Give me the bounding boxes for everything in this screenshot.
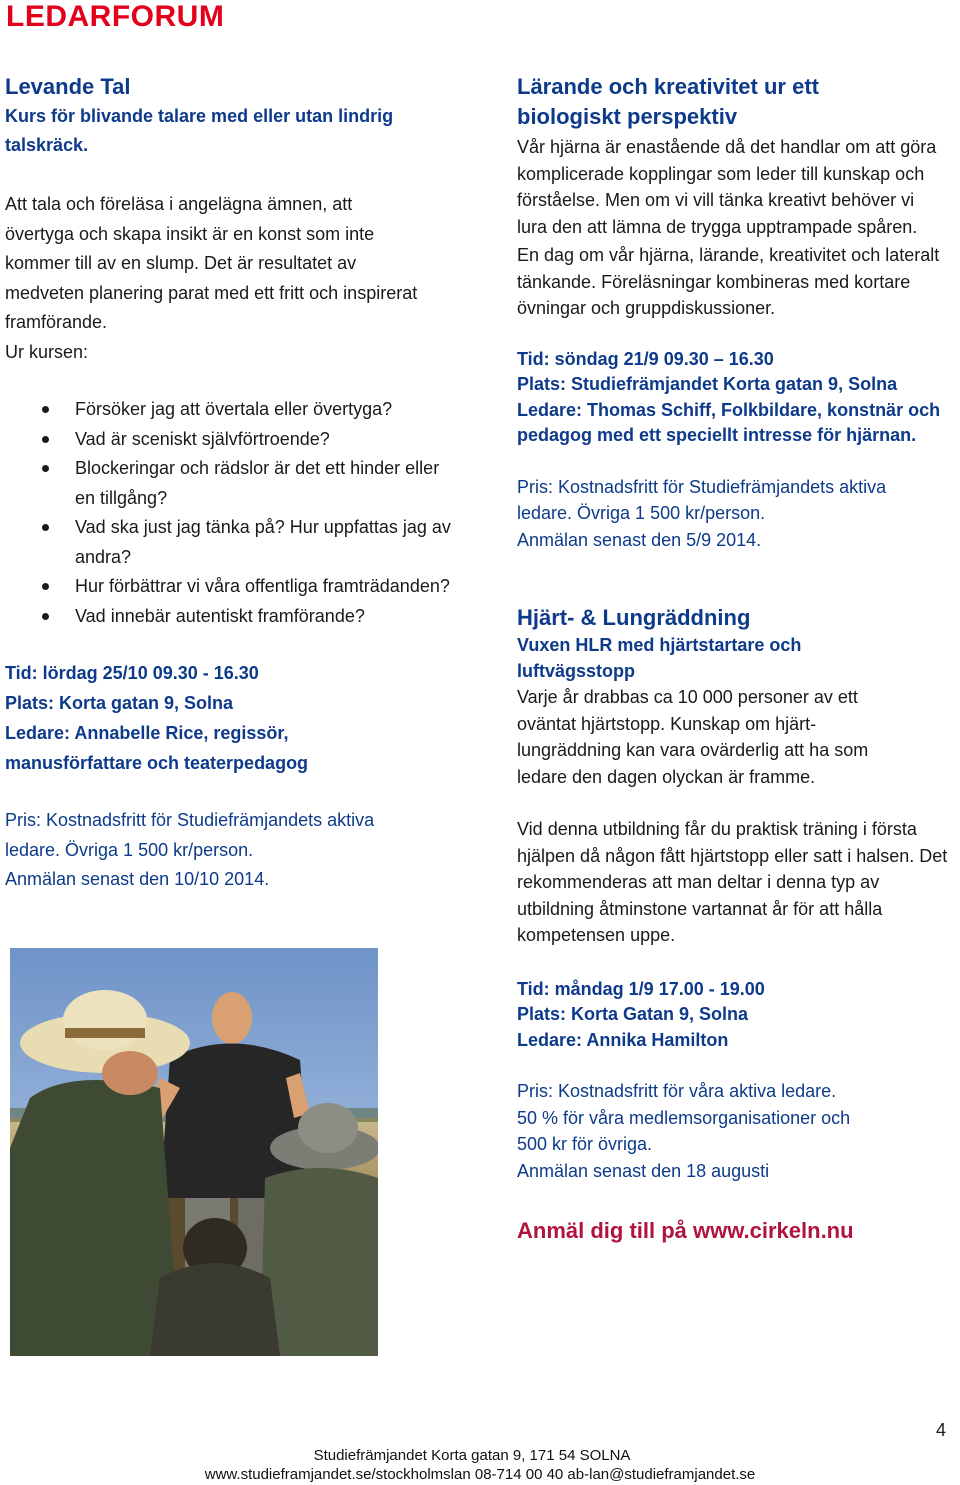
course-time: Tid: måndag 1/9 17.00 - 19.00: [517, 978, 765, 999]
bullet-icon: [42, 583, 49, 590]
bullet-icon: [42, 524, 49, 531]
lecture-photo: [10, 948, 378, 1356]
course-price: Pris: Kostnadsfritt för Studiefrämjandets aktiva ledare. Övriga 1 500 kr/person.: [517, 476, 887, 523]
course-subtitle: Kurs för blivande talare med eller utan lindrig talskräck.: [5, 106, 394, 155]
course-intro-a: Vår hjärna är enastående då det handlar om att göra komplicerade kopplingar som leder till kunskap och förståelse. Men om vi vill tänka kreativt behöver vi lura den att lämna de trygga upptrampade spåren.: [517, 137, 937, 237]
page-number: 4: [935, 1420, 946, 1440]
course-deadline: Anmälan senast den 5/9 2014.: [517, 529, 762, 550]
course-price: Pris: Kostnadsfritt för våra aktiva ledare.: [517, 1081, 837, 1101]
course-intro-b: Vid denna utbildning får du praktisk träning i första hjälpen då någon fått hjärtstopp eller satt i halsen. Det rekommenderas att man deltar i denna typ av utbildning åtminstone vartannat år för att hålla kompetensen uppe.: [517, 819, 948, 945]
course-deadline: Anmälan senast den 10/10 2014.: [5, 869, 270, 889]
course-intro-b: En dag om vår hjärna, lärande, kreativitet och lateralt tänkande. Föreläsningar kombineras med kortare övningar och gruppdiskussioner.: [517, 245, 940, 318]
bullet-icon: [42, 406, 49, 413]
list-item: Blockeringar och rädslor är det ett hinder eller en tillgång?: [5, 454, 455, 513]
course-price: Pris: Kostnadsfritt för Studiefrämjandets aktiva ledare. Övriga 1 500 kr/person.: [5, 810, 375, 860]
footer-contact: www.studieframjandet.se/stockholmslan 08-714 00 40 ab-lan@studieframjandet.se: [204, 1466, 756, 1483]
list-item: Försöker jag att övertala eller övertyga?: [5, 395, 455, 425]
list-item: Vad är sceniskt självförtroende?: [5, 425, 455, 455]
from-course-label: Ur kursen:: [5, 341, 89, 362]
course-title-learning: Lärande och kreativitet ur ett biologiskt perspektiv: [517, 74, 819, 129]
course-place: Plats: Korta gatan 9, Solna: [5, 693, 234, 713]
lecture-photo-illustration: [10, 948, 378, 1356]
course-leader: Ledare: Annika Hamilton: [517, 1029, 729, 1050]
page-title: LEDARFORUM: [6, 0, 225, 33]
left-column: [5, 72, 451, 895]
course-intro-a: Varje år drabbas ca 10 000 personer av ett oväntat hjärtstopp. Kunskap om hjärt-lungräddning kan vara ovärderlig att ha som ledare den dagen olyckan är framme.: [517, 687, 869, 787]
list-item: Vad ska just jag tänka på? Hur uppfattas jag av andra?: [5, 513, 455, 572]
course-leader: Ledare: Thomas Schiff, Folkbildare, konstnär och pedagog med ett speciellt intresse för hjärnan.: [517, 399, 941, 445]
right-column: [517, 72, 957, 1246]
bullet-icon: [42, 436, 49, 443]
signup-link[interactable]: Anmäl dig till på www.cirkeln.nu: [517, 1218, 854, 1243]
course-title-levande-tal: Levande Tal: [5, 74, 131, 99]
course-time: Tid: söndag 21/9 09.30 – 16.30: [517, 348, 774, 369]
course-intro: Att tala och föreläsa i angelägna ämnen, att övertyga och skapa insikt är en konst som inte kommer till av en slump. Det är resultatet av medveten planering parat med ett fritt och inspirerat framförande.: [5, 194, 418, 332]
list-item: Vad innebär autentiskt framförande?: [5, 602, 455, 632]
course-place: Plats: Studiefrämjandet Korta gatan 9, Solna: [517, 374, 898, 394]
course-deadline: Anmälan senast den 18 augusti: [517, 1160, 770, 1181]
bullet-icon: [42, 465, 49, 472]
course-price-members: 50 % för våra medlemsorganisationer och: [517, 1107, 851, 1128]
course-topics-list: [5, 395, 451, 631]
course-place: Plats: Korta Gatan 9, Solna: [517, 1004, 749, 1024]
course-time: Tid: lördag 25/10 09.30 - 16.30: [5, 663, 259, 683]
bullet-icon: [42, 613, 49, 620]
course-leader: Ledare: Annabelle Rice, regissör, manusförfattare och teaterpedagog: [5, 723, 309, 773]
course-price-others: 500 kr för övriga.: [517, 1134, 653, 1154]
course-subtitle: Vuxen HLR med hjärtstartare och luftvägsstopp: [517, 635, 802, 681]
footer-address: Studiefrämjandet Korta gatan 9, 171 54 SOLNA: [313, 1447, 631, 1464]
course-title-hlr: Hjärt- & Lungräddning: [517, 605, 751, 630]
list-item: Hur förbättrar vi våra offentliga framträdanden?: [5, 572, 455, 602]
